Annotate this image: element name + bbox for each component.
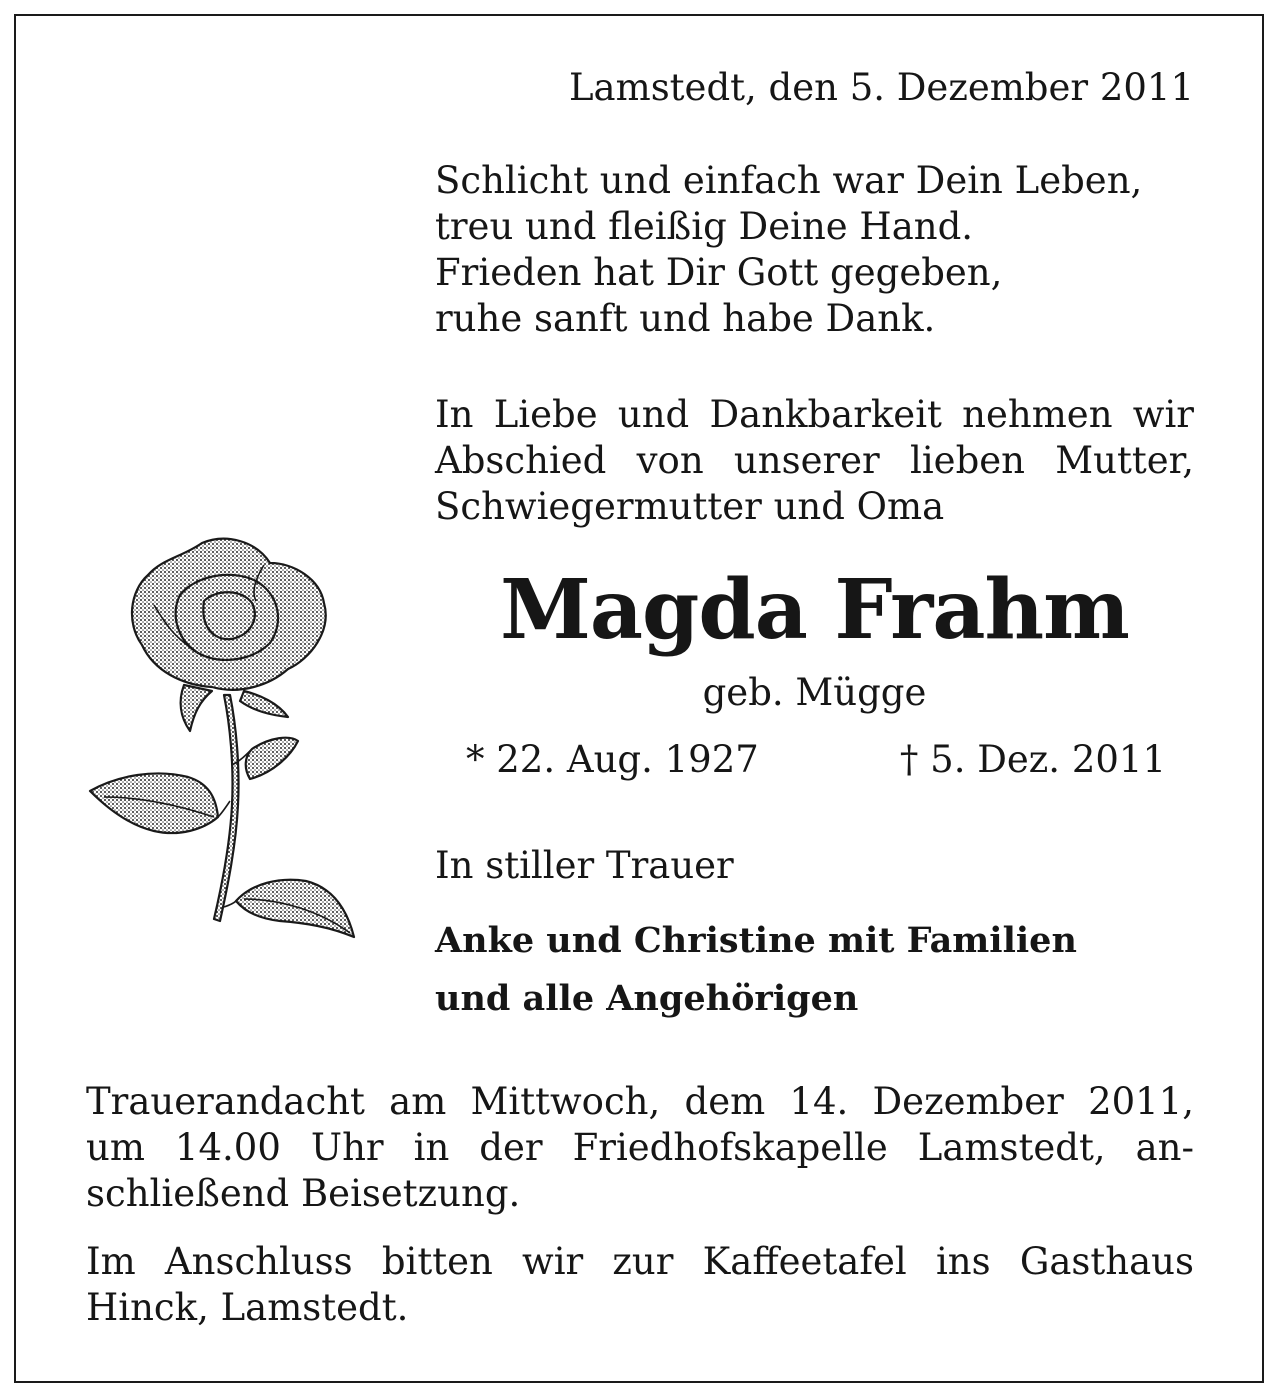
birth-date: * 22. Aug. 1927 (466, 738, 759, 781)
family-line: und alle Angehörigen (435, 978, 859, 1019)
place-date: Lamstedt, den 5. Dezember 2011 (568, 66, 1194, 109)
service-line: schließend Beisetzung. (86, 1172, 521, 1215)
intro-line: Abschied von unserer lieben Mutter, (435, 439, 1194, 482)
poem-line: Schlicht und einfach war Dein Leben, (435, 159, 1143, 202)
maiden-name: geb. Mügge (702, 671, 927, 714)
intro-line: In Liebe und Dankbarkeit nehmen wir (435, 393, 1194, 436)
service-line: Trauerandacht am Mittwoch, dem 14. Dezember 2011, (86, 1080, 1194, 1123)
intro-text (435, 392, 1194, 530)
rose-icon (84, 535, 380, 947)
poem-line: treu und fleißig Deine Hand. (435, 205, 974, 248)
family-signature (435, 912, 1077, 1028)
reception-line: Hinck, Lamstedt. (86, 1286, 409, 1329)
service-info (86, 1079, 1194, 1217)
death-date: † 5. Dez. 2011 (899, 738, 1166, 781)
service-line: um 14.00 Uhr in der Friedhofskapelle Lamstedt, an- (86, 1126, 1194, 1169)
deceased-name: Magda Frahm (500, 562, 1129, 658)
poem (435, 158, 1142, 342)
poem-line: Frieden hat Dir Gott gegeben, (435, 251, 1003, 294)
reception-info (86, 1239, 1194, 1331)
poem-line: ruhe sanft und habe Dank. (435, 297, 936, 340)
reception-line: Im Anschluss bitten wir zur Kaffeetafel ins Gasthaus (86, 1240, 1194, 1283)
family-line: Anke und Christine mit Familien (435, 920, 1077, 961)
mourning-line: In stiller Trauer (435, 844, 734, 887)
intro-line: Schwiegermutter und Oma (435, 485, 945, 528)
